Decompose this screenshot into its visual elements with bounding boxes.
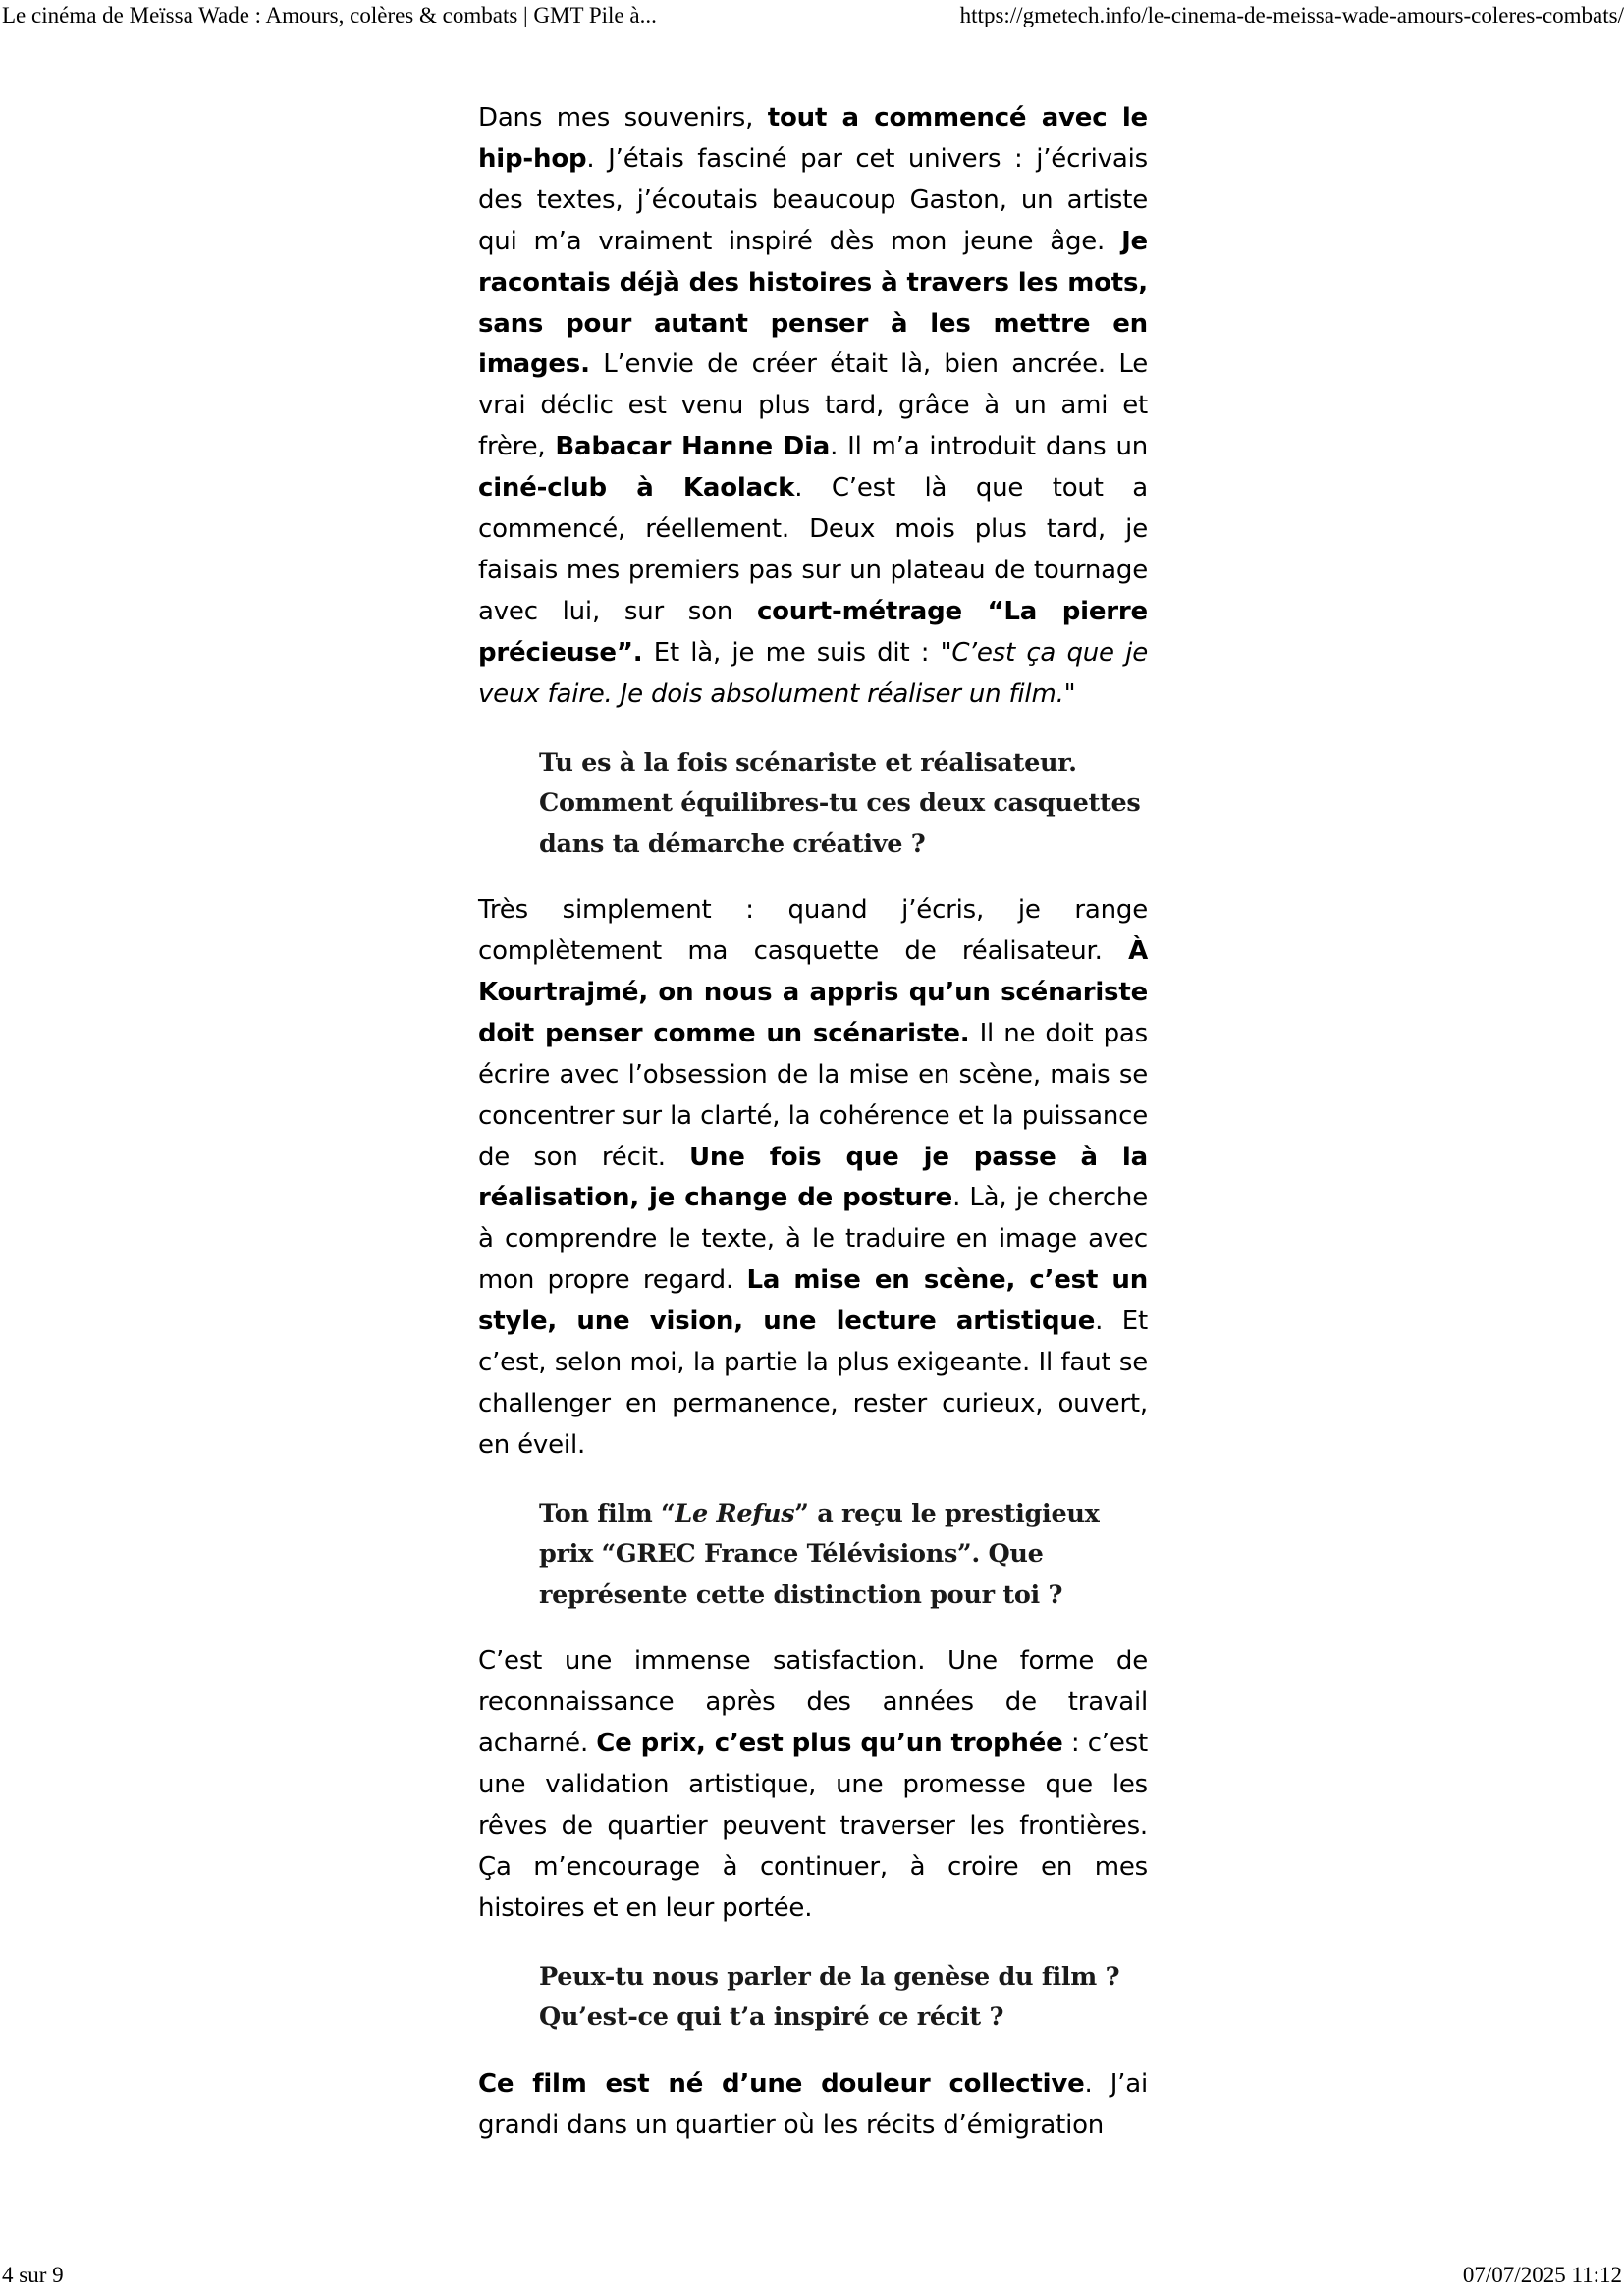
text-run: . Et c’est, selon moi, la partie la plus exigeante. Il faut se challenger en permanence, rester curieux, ouvert, en éveil. (478, 1307, 1148, 1460)
article-body (478, 98, 1148, 2173)
text-run: Il ne doit pas écrire avec l’obsession de la mise en scène, mais se concentrer sur la clarté, la cohérence et la puissance de son récit. (478, 1018, 1148, 1172)
interview-question (539, 1957, 1148, 2039)
interview-question (539, 743, 1148, 866)
text-run: Peux-tu nous parler de la genèse du film ? Qu’est-ce qui t’a inspiré ce récit ? (539, 1961, 1120, 2033)
text-run: . J’ai grandi dans un quartier où les récits d’émigration (478, 2068, 1148, 2140)
print-header-url: https://gmetech.info/le-cinema-de-meissa-wade-amours-coleres-combats/ (959, 3, 1624, 27)
text-run: . C’est là que tout a commencé, réellement. Deux mois plus tard, je faisais mes premiers pas sur un plateau de tournage avec lui, sur son (478, 473, 1148, 626)
text-run: . J’étais fasciné par cet univers : j’écrivais des textes, j’écoutais beaucoup Gaston, un artiste qui m’a vraiment inspiré dès mon jeune âge. (478, 143, 1148, 256)
italic-text-run: Le Refus (675, 1498, 795, 1528)
text-run: L’envie de créer était là, bien ancrée. Le vrai déclic est venu plus tard, grâce à un ami et frère, (478, 349, 1148, 462)
bold-text-run: tout a commencé avec le hip-hop (478, 103, 1148, 174)
page-number: 4 sur 9 (2, 2263, 64, 2287)
answer-paragraph (478, 1641, 1148, 1929)
print-header (0, 0, 1624, 39)
text-run: . Il m’a introduit dans un (830, 432, 1149, 462)
bold-text-run: Babacar Hanne Dia (555, 432, 831, 462)
bold-text-run: Une fois que je passe à la réalisation, je change de posture (478, 1142, 1148, 1213)
text-run: Très simplement : quand j’écris, je range complètement ma casquette de réalisateur. (478, 895, 1148, 966)
text-run: Ton film “ (539, 1498, 676, 1528)
bold-text-run: À Kourtrajmé, on nous a appris qu’un scénariste doit penser comme un scénariste. (478, 936, 1148, 1048)
print-header-title: Le cinéma de Meïssa Wade : Amours, colères & combats | GMT Pile à... (2, 3, 657, 27)
text-run: C’est une immense satisfaction. Une forme de reconnaissance après des années de travail acharné. (478, 1646, 1148, 1759)
bold-text-run: ciné-club à Kaolack (478, 473, 795, 504)
bold-text-run: Ce film est né d’une douleur collective (478, 2068, 1085, 2099)
print-datetime: 07/07/2025 11:12 (1462, 2263, 1622, 2287)
bold-text-run: court-métrage “La pierre précieuse”. (478, 596, 1148, 667)
text-run: Tu es à la fois scénariste et réalisateur. Comment équilibres-tu ces deux casquettes dans ta démarche créative ? (539, 747, 1141, 859)
interview-question (539, 1494, 1148, 1617)
answer-paragraph (478, 890, 1148, 1467)
text-run: Et là, je me suis dit : (642, 637, 941, 667)
text-run: . Là, je cherche à comprendre le texte, à le traduire en image avec mon propre regard. (478, 1183, 1148, 1296)
bold-text-run: Ce prix, c’est plus qu’un trophée (596, 1729, 1063, 1759)
text-run: ” a reçu le prestigieux prix “GREC France Télévisions”. Que représente cette distinction pour toi ? (539, 1498, 1100, 1610)
answer-paragraph (478, 98, 1148, 716)
bold-text-run: Je racontais déjà des histoires à travers les mots, sans pour autant penser à les mettre en images. (478, 226, 1148, 380)
answer-paragraph (478, 2064, 1148, 2147)
bold-text-run: La mise en scène, c’est un style, une vision, une lecture artistique (478, 1265, 1148, 1337)
text-run: Dans mes souvenirs, (478, 103, 768, 133)
print-footer (0, 2260, 1624, 2295)
italic-text-run: "C’est ça que je veux faire. Je dois absolument réaliser un film." (478, 637, 1148, 709)
text-run: : c’est une validation artistique, une promesse que les rêves de quartier peuvent traverser les frontières. Ça m’encourage à continuer, à croire en mes histoires et en leur portée. (478, 1729, 1148, 1923)
